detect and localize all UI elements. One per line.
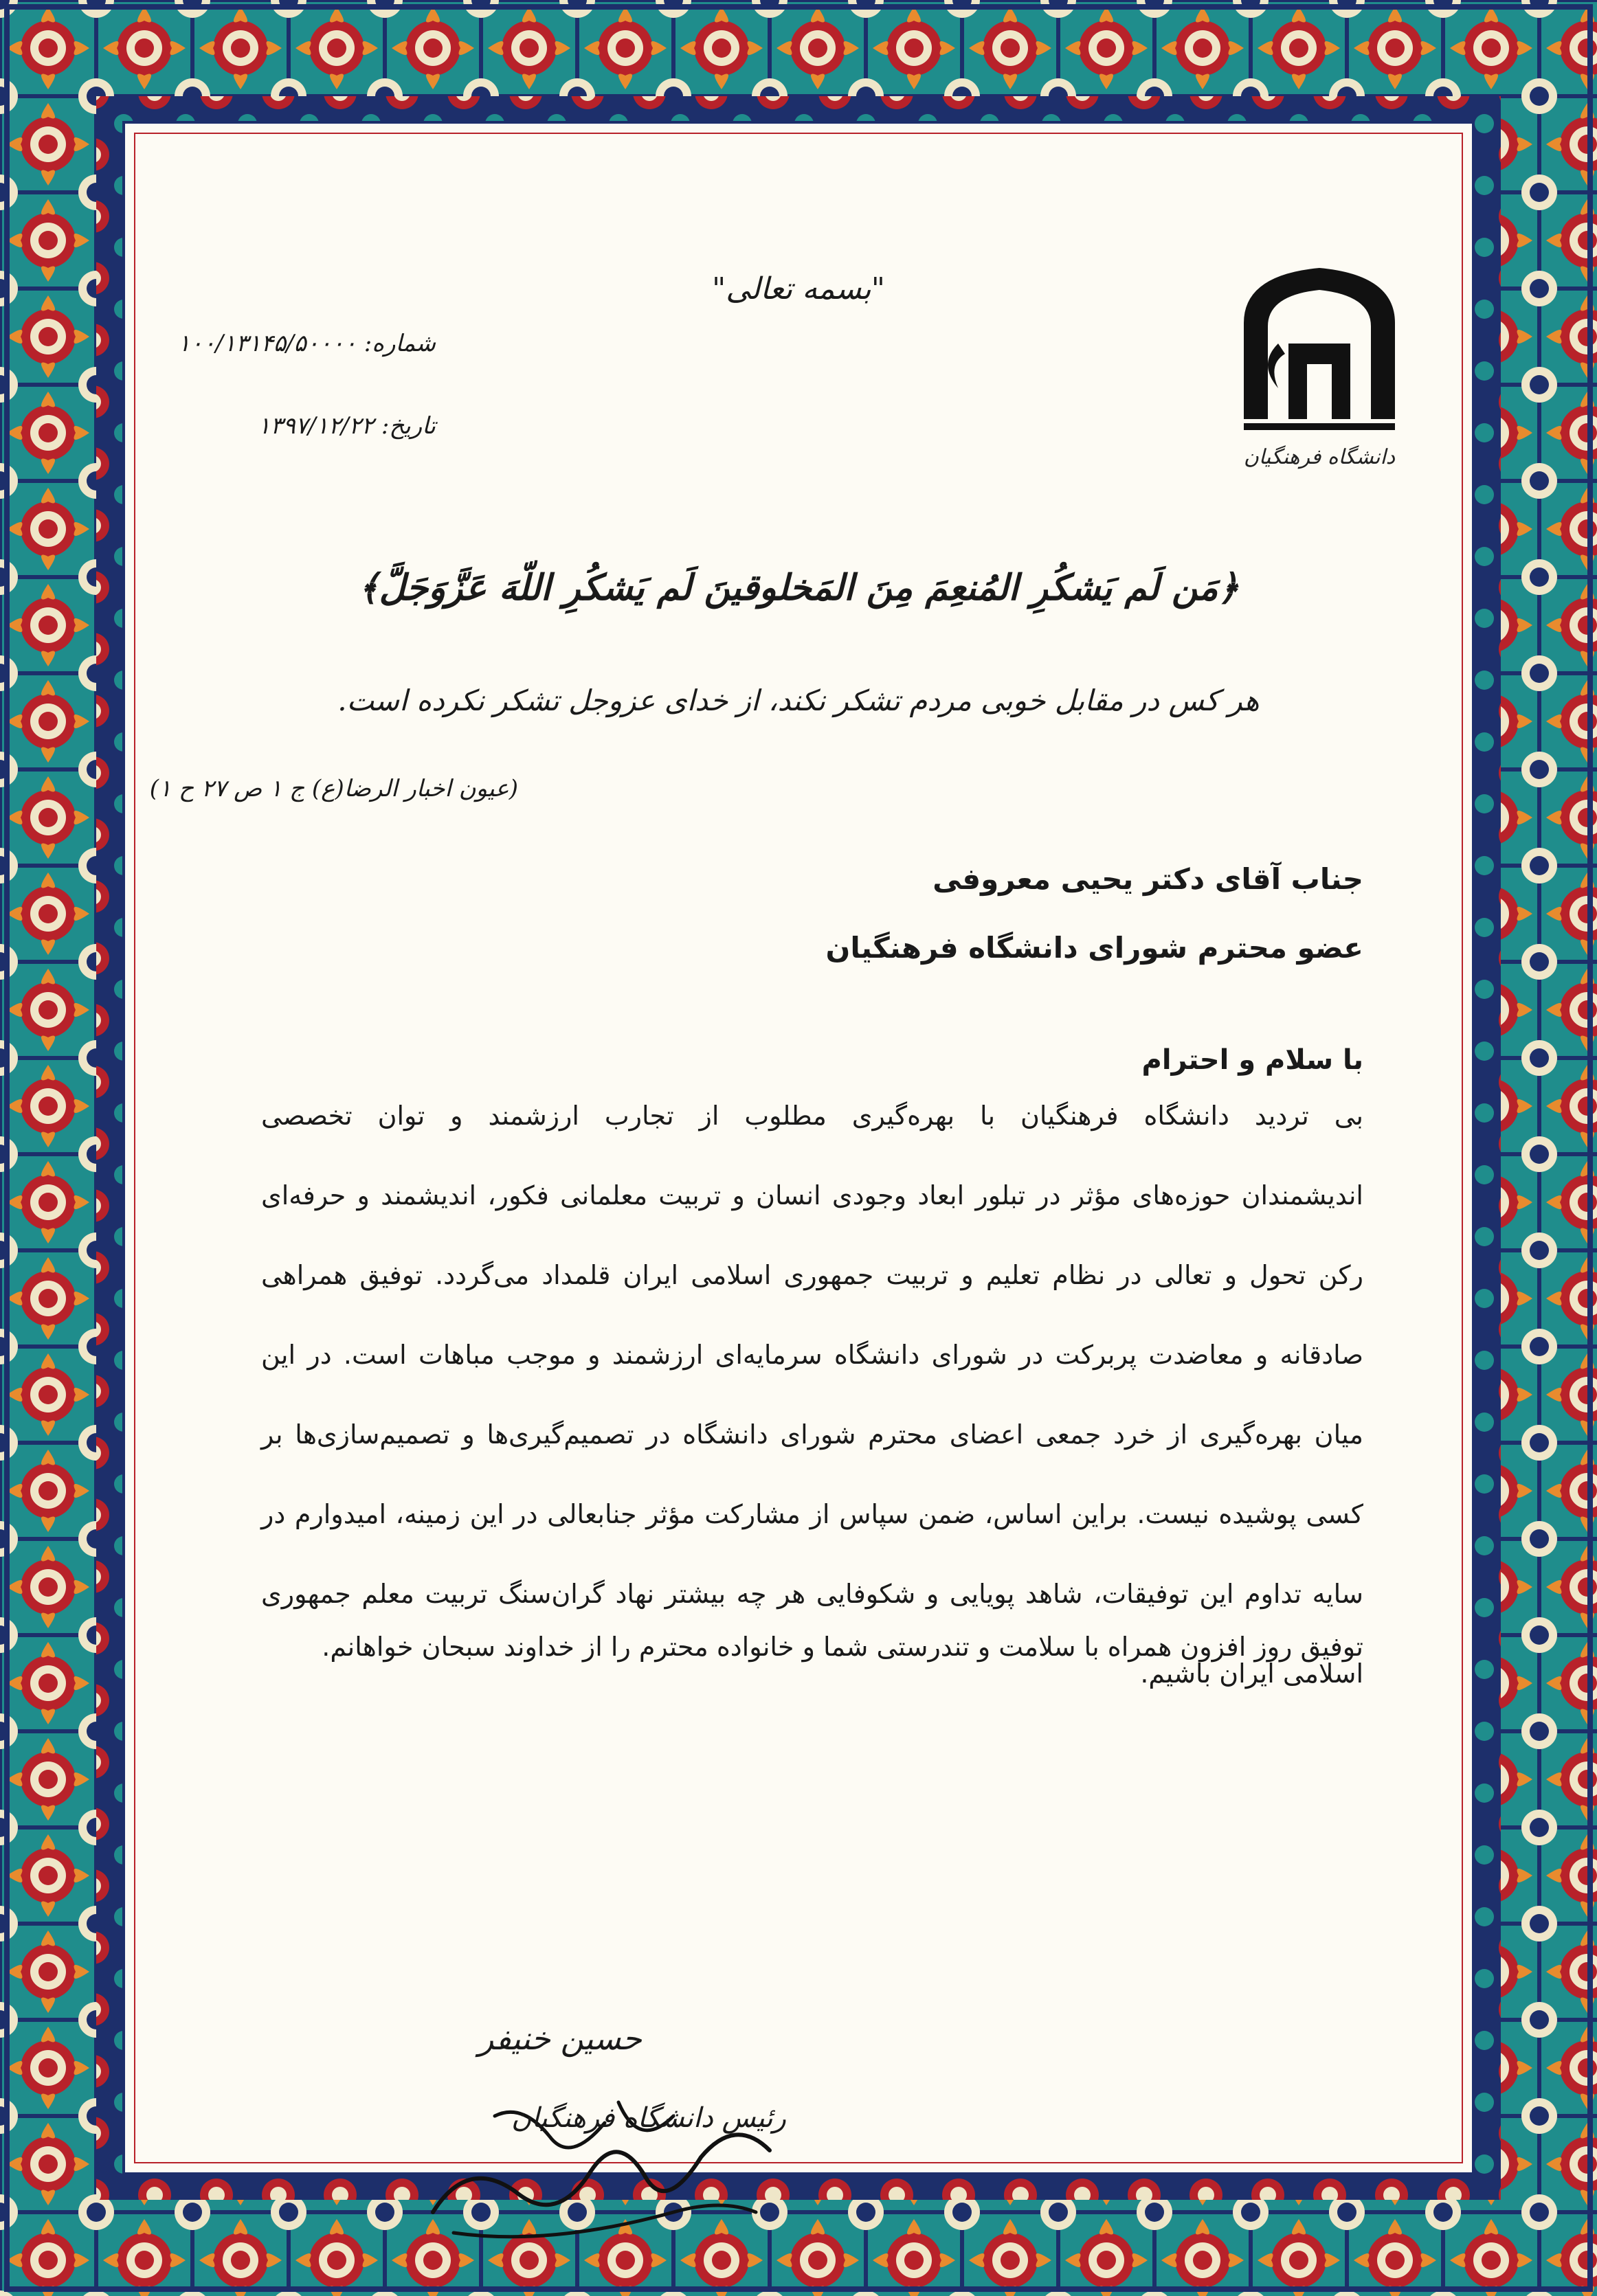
letter-date-label: تاریخ: [381,412,436,440]
recipient-name: جناب آقای دکتر یحیی معروفی [932,862,1363,896]
letter-date-value: ۱۳۹۷/۱۲/۲۲ [258,412,375,440]
hadith-arabic: ﴿مَن لَم يَشكُرِ المُنعِمَ مِنَ المَخلوقينَ لَم يَشكُرِ اللّهَ عَزَّوَجَلَّ﴾ [358,567,1239,609]
letter-date [258,412,436,440]
recipient-title: عضو محترم شورای دانشگاه فرهنگیان [825,931,1363,965]
hadith-source: (عیون اخبار الرضا(ع) ج ۱ ص ۲۷ ح ۱) [149,775,518,802]
body-line: اسلامی ایران باشیم. [1140,1658,1363,1689]
body-line: میان بهره‌گیری از خرد جمعی اعضای محترم شورای دانشگاه در تصمیم‌گیری‌ها و تصمیم‌سازی‌ها بر [261,1419,1363,1450]
logo-caption: دانشگاه فرهنگیان [1243,445,1396,469]
handwritten-signature-icon [412,2075,797,2253]
body-line: صادقانه و معاضدت پربرکت در شورای دانشگاه سرمایه‌ای ارزشمند و موجب مباهات است. در این [261,1340,1363,1370]
letter-number-label: شماره: [364,330,436,357]
body-line: اندیشمندان حوزه‌های مؤثر در تبلور ابعاد وجودی انسان و تربیت معلمانی فکور، اندیشمند و حرفه‌ای [261,1180,1363,1211]
letter-number [178,330,436,357]
body-line: سایه تداوم این توفیقات، شاهد پویایی و شکوفایی هر چه بیشتر نهاد گران‌سنگ تربیت معلم جمهوری [261,1579,1363,1609]
bismihi-heading: "بسمه تعالی" [712,271,885,306]
body-line: کسی پوشیده نیست. براین اساس، ضمن سپاس از مشارکت مؤثر جنابعالی در این زمینه، امیدوارم در [261,1499,1363,1529]
signatory-title: رئیس دانشگاه فرهنگیان [511,2102,786,2134]
body-line: بی تردید دانشگاه فرهنگیان با بهره‌گیری مطلوب از تجارب ارزشمند و توان تخصصی [261,1101,1363,1131]
letter-number-value: ۱۰۰/۱۳۱۴۵/۵۰۰۰۰ [177,330,357,357]
greeting: با سلام و احترام [1141,1044,1363,1076]
signatory-name: حسین خنیفر [478,2020,642,2057]
hadith-translation: هر کس در مقابل خوبی مردم تشکر نکند، از خدای عزوجل تشکر نکرده است. [337,684,1260,717]
body-line: رکن تحول و تعالی در نظام تعلیم و تربیت جمهوری اسلامی ایران قلمداد می‌گردد. توفیق همراهی [261,1260,1363,1290]
closing-line: توفیق روز افزون همراه با سلامت و تندرستی شما و خانواده محترم را از خداوند سبحان خواهانم. [322,1632,1363,1662]
